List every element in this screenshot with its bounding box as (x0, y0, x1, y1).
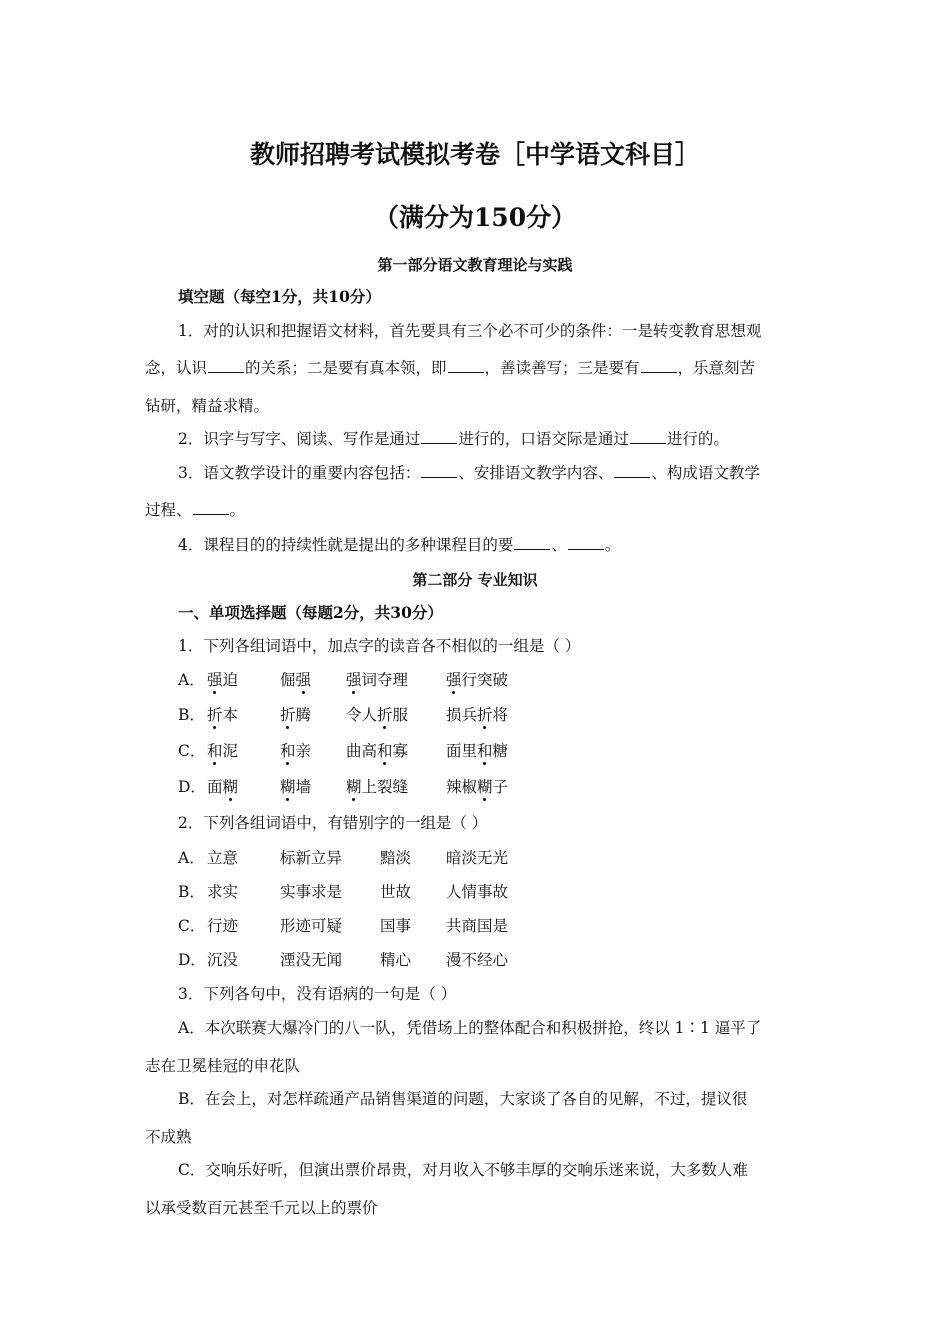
mc-q2-option-b-word2: 实事求是 (280, 883, 343, 901)
mc-q1-option-d-word1: 面糊 (207, 778, 239, 796)
answer-blank (630, 429, 666, 444)
mc-q1-option-a-word2: 倔强 (280, 671, 312, 689)
mc-q3-stem: 3．下列各句中，没有语病的一句是（ ） (178, 985, 457, 1003)
mc-q3-option-a-line2: 志在卫冕桂冠的申花队 (145, 1057, 301, 1075)
mc-q2-option-c-label: C． (178, 917, 206, 935)
answer-blank (421, 429, 457, 444)
mc-q1-option-a-word1: 强迫 (207, 671, 239, 689)
mc-q2-option-d-word1: 沉没 (207, 951, 239, 969)
fill-q4: 4．课程目的的持续性就是提出的多种课程目的要 、 。 (178, 536, 621, 554)
part2-section-title: 一、单项选择题（每题2分，共30分） (178, 603, 443, 622)
mc-q1-option-b-word4: 损兵折将 (446, 706, 509, 724)
fill-q3-line2: 过程、 。 (145, 501, 246, 519)
mc-q2-option-a-word3: 黯淡 (380, 849, 412, 867)
mc-q2-option-d-label: D． (178, 951, 206, 969)
mc-q1-option-c-word3: 曲高和寡 (346, 742, 409, 760)
mc-q1-stem: 1．下列各组词语中，加点字的读音各不相似的一组是（ ） (178, 637, 581, 655)
mc-q2-option-a-word4: 暗淡无光 (446, 849, 509, 867)
mc-q1-option-d-word4: 辣椒糊子 (446, 778, 509, 796)
exam-title: 教师招聘考试模拟考卷［中学语文科目］ (249, 140, 700, 169)
mc-q2-stem: 2．下列各组词语中，有错别字的一组是（ ） (178, 814, 488, 832)
mc-q1-option-c-word2: 和亲 (280, 742, 312, 760)
mc-q1-option-d-word2: 糊墙 (280, 778, 312, 796)
mc-q3-option-a-line1: A．本次联赛大爆冷门的八一队，凭借场上的整体配合和积极拼抢，终以 1∶1 逼平了 (178, 1019, 762, 1037)
mc-q3-option-b-line1: B．在会上，对怎样疏通产品销售渠道的问题，大家谈了各自的见解，不过，提议很 (178, 1090, 748, 1108)
mc-q2-option-a-word2: 标新立异 (280, 849, 343, 867)
mc-q1-option-d-label: D． (178, 778, 206, 796)
mc-q1-option-b-word1: 折本 (207, 706, 239, 724)
mc-q3-option-c-line1: C．交响乐好听，但演出票价昂贵，对月收入不够丰厚的交响乐迷来说，大多数人难 (178, 1161, 748, 1179)
exam-subtitle: （满分为150分） (373, 203, 577, 232)
fill-q3-line1: 3．语文教学设计的重要内容包括： 、安排语文教学内容、 、构成语文教学 (178, 464, 760, 482)
part1-section-title: 填空题（每空1分，共10分） (178, 287, 381, 306)
part1-heading: 第一部分语文教育理论与实践 (377, 256, 573, 274)
answer-blank (448, 358, 484, 373)
mc-q3-option-c-line2: 以承受数百元甚至千元以上的票价 (145, 1199, 378, 1217)
mc-q1-option-b-word3: 令人折服 (346, 706, 409, 724)
mc-q1-option-a-label: A． (178, 671, 205, 689)
mc-q2-option-b-label: B． (178, 883, 205, 901)
mc-q2-option-c-word1: 行迹 (207, 917, 239, 935)
mc-q2-option-d-word3: 精心 (380, 951, 412, 969)
mc-q1-option-b-label: B． (178, 706, 205, 724)
answer-blank (514, 535, 550, 550)
answer-blank (421, 463, 457, 478)
mc-q1-option-d-word3: 糊上裂缝 (346, 778, 409, 796)
answer-blank (193, 500, 229, 515)
mc-q1-option-c-word1: 和泥 (207, 742, 239, 760)
mc-q2-option-d-word2: 湮没无闻 (280, 951, 343, 969)
answer-blank (208, 358, 244, 373)
fill-q1-line2: 念，认识 的关系；二是要有真本领，即 ，善读善写；三是要有 ，乐意刻苦 (145, 359, 756, 377)
mc-q1-option-a-word4: 强行突破 (446, 671, 509, 689)
mc-q2-option-a-word1: 立意 (207, 849, 239, 867)
fill-q1-line1: 1．对的认识和把握语文材料，首先要具有三个必不可少的条件：一是转变教育思想观 (178, 322, 762, 340)
answer-blank (568, 535, 604, 550)
mc-q1-option-b-word2: 折腾 (280, 706, 312, 724)
answer-blank (614, 463, 650, 478)
mc-q1-option-a-word3: 强词夺理 (346, 671, 409, 689)
mc-q2-option-b-word4: 人情事故 (446, 883, 509, 901)
mc-q2-option-b-word1: 求实 (207, 883, 239, 901)
mc-q2-option-c-word3: 国事 (380, 917, 412, 935)
mc-q2-option-c-word4: 共商国是 (446, 917, 509, 935)
answer-blank (641, 358, 677, 373)
fill-q1-line3: 钻研，精益求精。 (145, 397, 270, 415)
mc-q2-option-b-word3: 世故 (380, 883, 412, 901)
mc-q3-option-b-line2: 不成熟 (145, 1128, 192, 1146)
mc-q1-option-c-label: C． (178, 742, 206, 760)
mc-q2-option-d-word4: 漫不经心 (446, 951, 509, 969)
mc-q1-option-c-word4: 面里和糖 (446, 742, 509, 760)
mc-q2-option-c-word2: 形迹可疑 (280, 917, 343, 935)
part2-heading: 第二部分 专业知识 (412, 571, 538, 589)
fill-q2: 2．识字与写字、阅读、写作是通过 进行的，口语交际是通过 进行的。 (178, 430, 729, 448)
mc-q2-option-a-label: A． (178, 849, 205, 867)
